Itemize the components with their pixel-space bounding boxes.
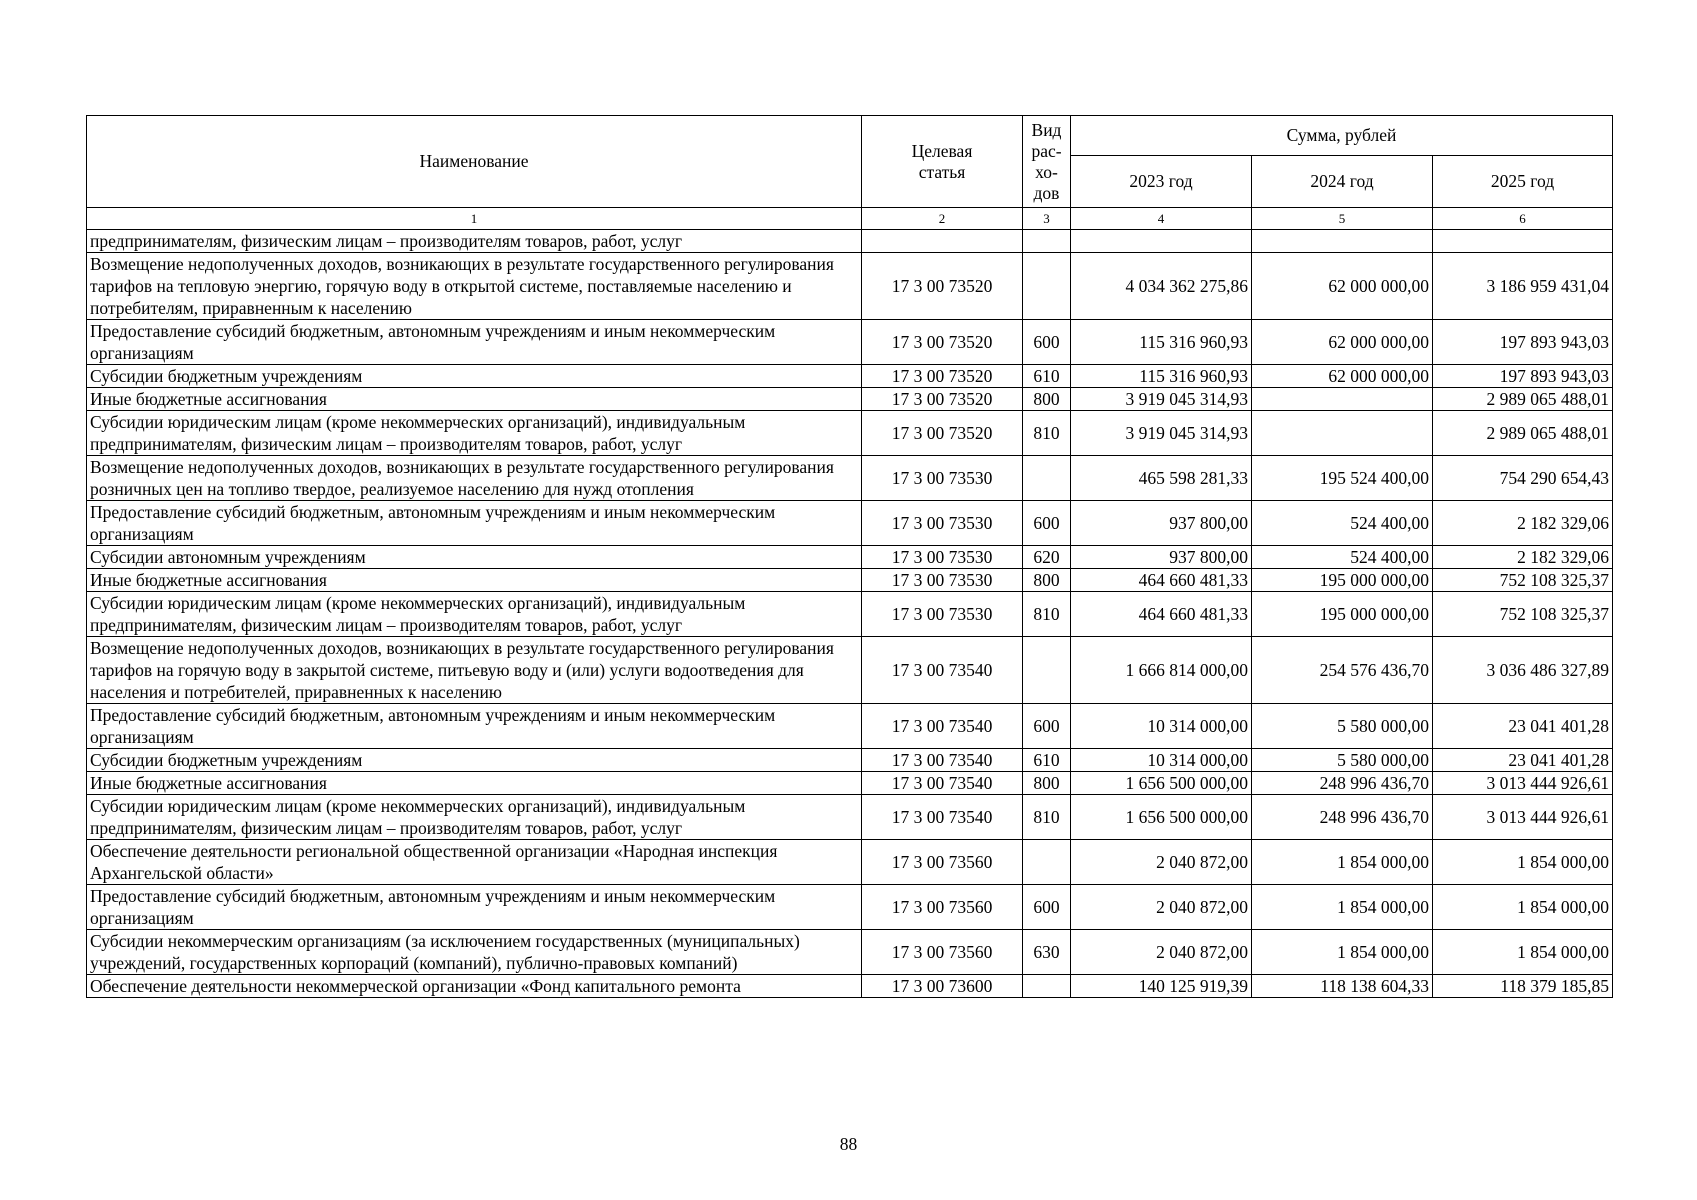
row-target-article-cell: 17 3 00 73530 (862, 569, 1023, 592)
row-amount-2025-cell: 2 182 329,06 (1433, 501, 1613, 546)
row-amount-2024-cell (1252, 230, 1433, 253)
row-target-article-cell: 17 3 00 73530 (862, 546, 1023, 569)
header-year-2023: 2023 год (1071, 156, 1252, 208)
row-target-article-cell: 17 3 00 73520 (862, 365, 1023, 388)
table-body (87, 230, 1613, 998)
row-target-article-cell: 17 3 00 73540 (862, 704, 1023, 749)
row-target-article-cell (862, 230, 1023, 253)
row-expense-type-cell: 610 (1023, 365, 1071, 388)
row-amount-2023-cell: 10 314 000,00 (1071, 749, 1252, 772)
row-amount-2025-cell: 752 108 325,37 (1433, 592, 1613, 637)
table-row (87, 772, 1613, 795)
row-amount-2025-cell: 197 893 943,03 (1433, 320, 1613, 365)
row-amount-2025-cell (1433, 230, 1613, 253)
row-expense-type-cell: 600 (1023, 501, 1071, 546)
table-row (87, 975, 1613, 998)
row-amount-2024-cell: 118 138 604,33 (1252, 975, 1433, 998)
table-row (87, 795, 1613, 840)
row-expense-type-cell: 600 (1023, 885, 1071, 930)
row-amount-2025-cell: 1 854 000,00 (1433, 840, 1613, 885)
page-number: 88 (839, 1134, 858, 1154)
row-amount-2024-cell (1252, 388, 1433, 411)
row-amount-2025-cell: 3 013 444 926,61 (1433, 795, 1613, 840)
row-expense-type-cell: 800 (1023, 388, 1071, 411)
row-amount-2023-cell: 10 314 000,00 (1071, 704, 1252, 749)
row-amount-2025-cell: 197 893 943,03 (1433, 365, 1613, 388)
row-expense-type-cell (1023, 637, 1071, 704)
table-row (87, 637, 1613, 704)
column-number: 5 (1252, 208, 1433, 230)
row-amount-2025-cell: 2 989 065 488,01 (1433, 388, 1613, 411)
row-amount-2024-cell: 62 000 000,00 (1252, 253, 1433, 320)
row-expense-type-cell (1023, 253, 1071, 320)
table-row (87, 840, 1613, 885)
row-name-cell: Субсидии юридическим лицам (кроме некоммерческих организаций), индивидуальным предпринимателям, физическим лицам – производителям товаров, работ, услуг (87, 411, 862, 456)
row-name-cell: Субсидии юридическим лицам (кроме некоммерческих организаций), индивидуальным предпринимателям, физическим лицам – производителям товаров, работ, услуг (87, 795, 862, 840)
row-amount-2023-cell: 115 316 960,93 (1071, 320, 1252, 365)
table-row (87, 546, 1613, 569)
row-target-article-cell: 17 3 00 73520 (862, 411, 1023, 456)
row-name-cell: Иные бюджетные ассигнования (87, 388, 862, 411)
table-row (87, 411, 1613, 456)
row-amount-2023-cell: 4 034 362 275,86 (1071, 253, 1252, 320)
row-amount-2023-cell: 464 660 481,33 (1071, 569, 1252, 592)
table-row (87, 230, 1613, 253)
budget-table (86, 115, 1613, 998)
row-name-cell: Предоставление субсидий бюджетным, автономным учреждениям и иным некоммерческим организациям (87, 704, 862, 749)
row-name-cell: Субсидии бюджетным учреждениям (87, 365, 862, 388)
row-target-article-cell: 17 3 00 73600 (862, 975, 1023, 998)
row-target-article-cell: 17 3 00 73540 (862, 795, 1023, 840)
column-number: 3 (1023, 208, 1071, 230)
row-amount-2024-cell: 195 000 000,00 (1252, 569, 1433, 592)
row-amount-2025-cell: 3 013 444 926,61 (1433, 772, 1613, 795)
row-amount-2024-cell (1252, 411, 1433, 456)
row-amount-2024-cell: 1 854 000,00 (1252, 885, 1433, 930)
row-amount-2023-cell: 140 125 919,39 (1071, 975, 1252, 998)
header-target-article: Целевая статья (862, 116, 1023, 208)
row-amount-2023-cell: 937 800,00 (1071, 546, 1252, 569)
row-name-cell: Субсидии бюджетным учреждениям (87, 749, 862, 772)
column-number: 4 (1071, 208, 1252, 230)
row-name-cell: Иные бюджетные ассигнования (87, 772, 862, 795)
row-target-article-cell: 17 3 00 73540 (862, 772, 1023, 795)
header-name: Наименование (87, 116, 862, 208)
header-year-2025: 2025 год (1433, 156, 1613, 208)
row-amount-2024-cell: 1 854 000,00 (1252, 930, 1433, 975)
row-expense-type-cell (1023, 230, 1071, 253)
row-amount-2023-cell: 3 919 045 314,93 (1071, 411, 1252, 456)
row-amount-2025-cell: 23 041 401,28 (1433, 704, 1613, 749)
row-name-cell: Субсидии некоммерческим организациям (за исключением государственных (муниципальных) учреждений, государственных корпораций (компаний), публично-правовых компаний) (87, 930, 862, 975)
row-name-cell: Предоставление субсидий бюджетным, автономным учреждениям и иным некоммерческим организациям (87, 320, 862, 365)
row-expense-type-cell: 630 (1023, 930, 1071, 975)
table-row (87, 501, 1613, 546)
row-target-article-cell: 17 3 00 73530 (862, 501, 1023, 546)
row-expense-type-cell: 600 (1023, 704, 1071, 749)
row-expense-type-cell: 620 (1023, 546, 1071, 569)
row-amount-2023-cell (1071, 230, 1252, 253)
row-target-article-cell: 17 3 00 73530 (862, 456, 1023, 501)
table-row (87, 704, 1613, 749)
row-name-cell: Обеспечение деятельности некоммерческой организации «Фонд капитального ремонта (87, 975, 862, 998)
row-expense-type-cell: 600 (1023, 320, 1071, 365)
row-amount-2023-cell: 1 656 500 000,00 (1071, 772, 1252, 795)
row-expense-type-cell: 800 (1023, 772, 1071, 795)
row-name-cell: Предоставление субсидий бюджетным, автономным учреждениям и иным некоммерческим организациям (87, 501, 862, 546)
row-name-cell: Субсидии юридическим лицам (кроме некоммерческих организаций), индивидуальным предпринимателям, физическим лицам – производителям товаров, работ, услуг (87, 592, 862, 637)
row-amount-2024-cell: 254 576 436,70 (1252, 637, 1433, 704)
header-expense-type: Вид рас- хо- дов (1023, 116, 1071, 208)
row-expense-type-cell (1023, 456, 1071, 501)
row-amount-2025-cell: 754 290 654,43 (1433, 456, 1613, 501)
row-name-cell: Возмещение недополученных доходов, возникающих в результате государственного регулирования розничных цен на топливо твердое, реализуемое населению для нужд отопления (87, 456, 862, 501)
row-amount-2025-cell: 3 186 959 431,04 (1433, 253, 1613, 320)
row-target-article-cell: 17 3 00 73520 (862, 253, 1023, 320)
row-amount-2023-cell: 2 040 872,00 (1071, 930, 1252, 975)
row-expense-type-cell: 810 (1023, 592, 1071, 637)
row-target-article-cell: 17 3 00 73560 (862, 930, 1023, 975)
table-row (87, 885, 1613, 930)
row-amount-2024-cell: 248 996 436,70 (1252, 795, 1433, 840)
header-year-2024: 2024 год (1252, 156, 1433, 208)
table-row (87, 930, 1613, 975)
row-expense-type-cell: 610 (1023, 749, 1071, 772)
row-expense-type-cell: 800 (1023, 569, 1071, 592)
row-target-article-cell: 17 3 00 73560 (862, 840, 1023, 885)
row-amount-2024-cell: 5 580 000,00 (1252, 704, 1433, 749)
row-amount-2024-cell: 524 400,00 (1252, 546, 1433, 569)
row-amount-2025-cell: 752 108 325,37 (1433, 569, 1613, 592)
row-amount-2023-cell: 465 598 281,33 (1071, 456, 1252, 501)
row-amount-2025-cell: 3 036 486 327,89 (1433, 637, 1613, 704)
row-amount-2023-cell: 2 040 872,00 (1071, 840, 1252, 885)
row-amount-2024-cell: 5 580 000,00 (1252, 749, 1433, 772)
table-row (87, 320, 1613, 365)
table-row (87, 749, 1613, 772)
row-name-cell: предпринимателям, физическим лицам – производителям товаров, работ, услуг (87, 230, 862, 253)
row-target-article-cell: 17 3 00 73540 (862, 637, 1023, 704)
row-amount-2025-cell: 23 041 401,28 (1433, 749, 1613, 772)
row-name-cell: Возмещение недополученных доходов, возникающих в результате государственного регулирования тарифов на горячую воду в закрытой системе, питьевую воду и (или) услуги водоотведения для населения и потребителей, приравненных к населению (87, 637, 862, 704)
table-row (87, 592, 1613, 637)
row-amount-2023-cell: 2 040 872,00 (1071, 885, 1252, 930)
row-target-article-cell: 17 3 00 73520 (862, 320, 1023, 365)
table-row (87, 365, 1613, 388)
row-target-article-cell: 17 3 00 73560 (862, 885, 1023, 930)
row-amount-2024-cell: 524 400,00 (1252, 501, 1433, 546)
row-amount-2023-cell: 115 316 960,93 (1071, 365, 1252, 388)
column-number: 1 (87, 208, 862, 230)
row-name-cell: Иные бюджетные ассигнования (87, 569, 862, 592)
row-amount-2024-cell: 195 000 000,00 (1252, 592, 1433, 637)
row-amount-2023-cell: 1 656 500 000,00 (1071, 795, 1252, 840)
row-expense-type-cell: 810 (1023, 411, 1071, 456)
row-amount-2025-cell: 2 989 065 488,01 (1433, 411, 1613, 456)
row-target-article-cell: 17 3 00 73520 (862, 388, 1023, 411)
row-amount-2025-cell: 118 379 185,85 (1433, 975, 1613, 998)
table-row (87, 253, 1613, 320)
row-amount-2025-cell: 1 854 000,00 (1433, 930, 1613, 975)
row-amount-2023-cell: 937 800,00 (1071, 501, 1252, 546)
row-amount-2024-cell: 1 854 000,00 (1252, 840, 1433, 885)
row-amount-2024-cell: 195 524 400,00 (1252, 456, 1433, 501)
row-name-cell: Субсидии автономным учреждениям (87, 546, 862, 569)
row-amount-2023-cell: 1 666 814 000,00 (1071, 637, 1252, 704)
row-target-article-cell: 17 3 00 73530 (862, 592, 1023, 637)
row-amount-2025-cell: 2 182 329,06 (1433, 546, 1613, 569)
row-expense-type-cell: 810 (1023, 795, 1071, 840)
table-row (87, 456, 1613, 501)
row-name-cell: Предоставление субсидий бюджетным, автономным учреждениям и иным некоммерческим организациям (87, 885, 862, 930)
column-number: 6 (1433, 208, 1613, 230)
row-expense-type-cell (1023, 975, 1071, 998)
row-name-cell: Обеспечение деятельности региональной общественной организации «Народная инспекция Архангельской области» (87, 840, 862, 885)
column-number: 2 (862, 208, 1023, 230)
row-amount-2023-cell: 464 660 481,33 (1071, 592, 1252, 637)
row-amount-2025-cell: 1 854 000,00 (1433, 885, 1613, 930)
row-amount-2023-cell: 3 919 045 314,93 (1071, 388, 1252, 411)
row-amount-2024-cell: 248 996 436,70 (1252, 772, 1433, 795)
table-row (87, 388, 1613, 411)
row-amount-2024-cell: 62 000 000,00 (1252, 320, 1433, 365)
row-target-article-cell: 17 3 00 73540 (862, 749, 1023, 772)
table-row (87, 569, 1613, 592)
header-sum: Сумма, рублей (1071, 116, 1613, 156)
row-expense-type-cell (1023, 840, 1071, 885)
row-name-cell: Возмещение недополученных доходов, возникающих в результате государственного регулирования тарифов на тепловую энергию, горячую воду в открытой системе, поставляемые населению и потребителям, приравненным к населению (87, 253, 862, 320)
row-amount-2024-cell: 62 000 000,00 (1252, 365, 1433, 388)
